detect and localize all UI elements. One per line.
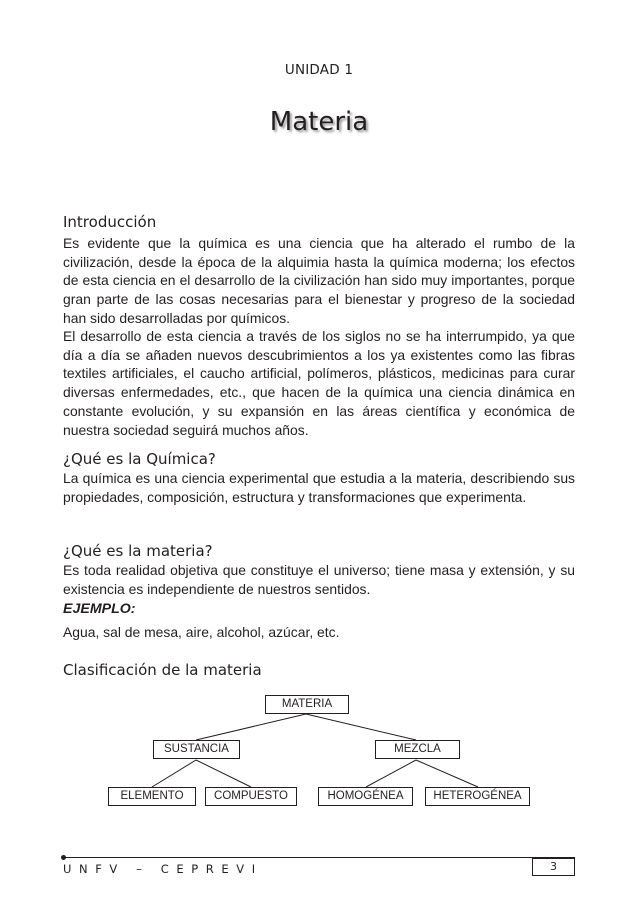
classification-heading: Clasificación de la materia (63, 661, 262, 679)
node-homogenea: HOMOGÉNEA (318, 787, 413, 806)
chemistry-definition: La química es una ciencia experimental que estudia a la materia, describiendo sus propiedades, composición, estructura y transformaciones que experimenta. (63, 470, 575, 505)
connector-sustancia-elemento (152, 760, 196, 787)
connector-mezcla-heterogenea (416, 760, 478, 787)
example-text: Agua, sal de mesa, aire, alcohol, azúcar, etc. (63, 624, 340, 640)
example-label: EJEMPLO: (63, 601, 136, 617)
intro-paragraph-1: Es evidente que la química es una ciencia que ha alterado el rumbo de la civilización, desde la época de la alquimia hasta la química moderna; los efectos de esta ciencia en el desarrollo de la civilización han sido muy importantes, porque gran parte de las cosas necesarias para el bienestar y progreso de la sociedad han sido desarrolladas por químicos. (63, 235, 575, 326)
intro-heading: Introducción (63, 213, 157, 231)
node-compuesto: COMPUESTO (205, 787, 297, 806)
intro-paragraph-2: El desarrollo de esta ciencia a través de los siglos no se ha interrumpido, ya que día a día se añaden nuevos descubrimientos a los ya existentes como las fibras textiles artificiales, el caucho artificial, polímeros, plásticos, medicinas para curar diversas enfermedades, etc., que hacen de la química una ciencia dinámica en constante evolución, y su expansión en las áreas científica y económica de nuestra sociedad seguirá muchos años. (63, 328, 575, 438)
node-sustancia: SUSTANCIA (153, 740, 240, 759)
node-materia: MATERIA (265, 695, 349, 714)
footer-institution: UNFV – CEPREVI (63, 862, 263, 876)
page-title: Materia (269, 107, 369, 137)
matter-heading: ¿Qué es la materia? (63, 542, 213, 560)
node-mezcla: MEZCLA (375, 740, 460, 759)
connector-materia-sustancia (196, 714, 306, 740)
footer-bullet (61, 855, 66, 860)
node-heterogenea: HETEROGÉNEA (425, 787, 530, 806)
matter-definition: Es toda realidad objetiva que constituye el universo; tiene masa y extensión, y su existencia es independiente de nuestros sentidos. (63, 562, 575, 597)
connector-sustancia-compuesto (196, 760, 251, 787)
page-number: 3 (532, 858, 575, 876)
unit-label: UNIDAD 1 (284, 62, 354, 78)
node-elemento: ELEMENTO (108, 787, 196, 806)
connector-materia-mezcla (306, 714, 416, 740)
chemistry-heading: ¿Qué es la Química? (63, 450, 216, 468)
footer-divider (63, 857, 575, 858)
connector-mezcla-homogenea (366, 760, 416, 787)
